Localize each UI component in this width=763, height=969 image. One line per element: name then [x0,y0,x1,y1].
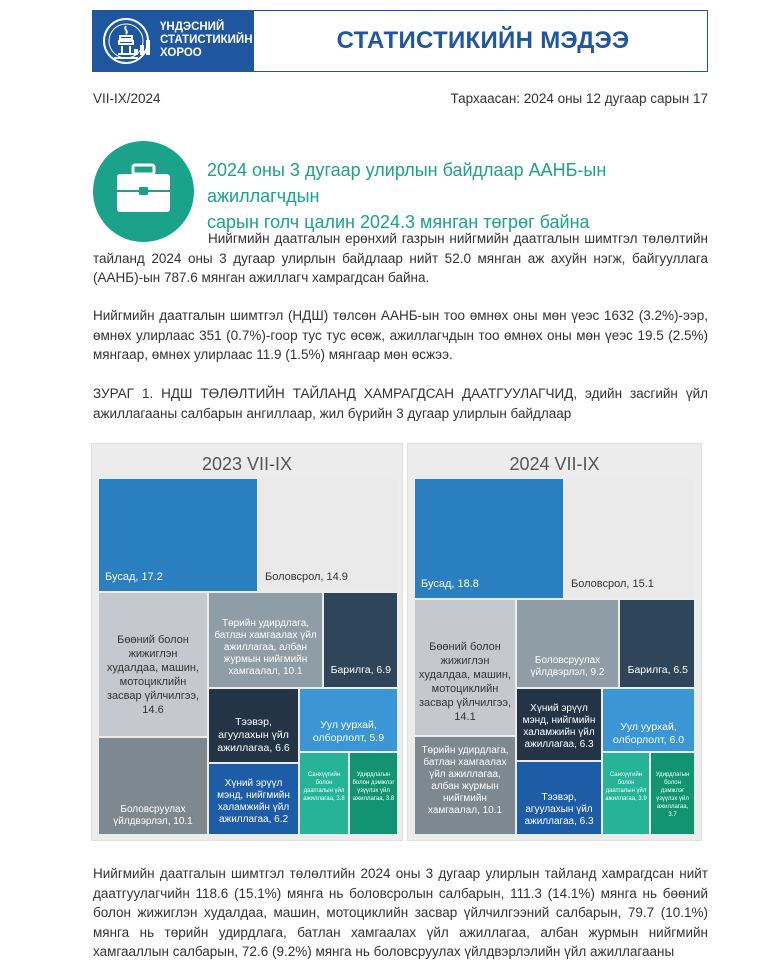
treemap-cell-uul [603,689,694,751]
treemap-cell-bolovsruulah [99,738,207,834]
cell-label: Бөөний болон жижиглэн худалдаа, машин, мотоциклийн засвар үйлчилгээ, 14.1 [418,641,512,723]
paragraph-1: Нийгмийн даатгалын ерөнхий газрын нийгмийн даатгалын шимтгэл төлөлтийн тайланд 2024 оны 3 дугаар улирлын байдлаар нийт 52.0 мянган аж ахуйн нэгж, байгууллага (ААНБ)-ын 787.6 мянган ажиллагч хамрагдсан байна. [93,231,708,285]
cell-label: Удирдлагын болон дэмжлэг үзүүлэх үйл ажиллагаа, 3.7 [655,772,690,818]
publication-title: СТАТИСТИКИЙН МЭДЭЭ [336,27,630,54]
treemap-cell-busad [415,479,563,598]
cell-label: Уул уурхай, олборлолт, 6.0 [612,721,685,746]
treemap-cell-bolovsruulah [517,600,618,687]
briefcase-icon [93,141,194,242]
treemap-cell-teever [209,689,298,762]
figure-caption: ЗУРАГ 1. НДШ ТӨЛӨЛТИЙН ТАЙЛАНД ХАМРАГДСАН ДААТГУУЛАГЧИД, эдийн засгийн үйл ажиллагааны салбарын ангиллаар, жил бүрийн 3 дугаар улирлын байдлаар [93,386,708,421]
cell-label: Боловсрол, 15.1 [571,578,654,590]
nso-emblem-icon [100,16,156,66]
cell-label: Хүний эрүүл мэнд, нийгмийн халамжийн үйл ажиллагаа, 6.2 [217,778,290,825]
cell-label: Боловсрол, 14.9 [265,571,348,583]
treemap-cell-bolovsrol [259,479,397,591]
cell-label: Боловсруулах үйлдвэрлэл, 9.2 [530,655,605,678]
cell-label: Барилга, 6.5 [627,664,688,676]
release-date: Тархаасан: 2024 оны 12 дугаар сарын 17 [450,91,708,106]
cell-label: Боловсруулах үйлдвэрлэл, 10.1 [113,804,193,827]
treemap-cell-busad [99,479,257,591]
treemap-cell-udirdlaga [350,753,397,834]
treemap-cell-hunii [517,689,601,760]
treemap-cell-uul [300,689,397,751]
period-label: VII-IX/2024 [93,91,161,106]
cell-label: Бусад, 18.8 [421,578,479,590]
treemap-cell-barilga [620,600,694,687]
paragraph-3: Нийгмийн даатгалын шимтгэл төлөлтийн 2024 оны 3 дугаар улирлын тайланд хамрагдсан нийт даатгуулагчийн 118.6 (15.1%) мянга нь боловсролын салбарын, 111.3 (14.1%) мянга нь бөөний болон жижиглэн худалдаа, машин, мотоциклийн засвар үйлчилгээний салбарын, 79.7 (10.1%) мянга нь төрийн удирдлага, батлан хамгаалах үйл ажиллагаа, албан журмын нийгмийн хамгааллын салбарын, 72.6 (9.2%) мянга нь боловсруулах үйлдвэрлэлийн үйл ажиллагааны [93,866,708,959]
treemap-2024-panel [407,443,702,841]
treemap-cell-turiin [415,737,515,834]
cell-label: Барилга, 6.9 [330,664,391,676]
org-name-line3: ХОРОО [160,47,202,59]
cell-label: Санхүүгийн болон даатгалын үйл ажиллагаа, 3.9 [605,772,647,802]
treemap-cell-sanhuu [603,753,649,834]
paragraph-2: Нийгмийн даатгалын шимтгэл (НДШ) төлсөн ААНБ-ын тоо өмнөх оны мөн үеэс 1632 (3.2%)-ээр, өмнөх улирлаас 351 (0.7%)-гоор тус тус өсөж, ажиллагчдын тоо өмнөх оны мөн үеэс 19.5 (2.5%) мянгаар, өмнөх улирлаас 11.9 (1.5%) мянгаар мөн өсжээ. [93,308,708,362]
treemap-cell-hunii [209,764,298,834]
treemap-cell-buuni [415,600,515,735]
treemap-2024-title: 2024 VII-IX [509,454,600,474]
org-name [160,21,252,60]
treemap-2023-panel [91,443,403,841]
cell-label: Тээвэр, агуулахын үйл ажиллагаа, 6.6 [217,716,290,754]
cell-label: Төрийн удирдлага, батлан хамгаалах үйл ажиллагаа, албан журмын нийгмийн хамгаалал, 10.1 [214,618,317,677]
cell-label: Хүний эрүүл мэнд, нийгмийн халамжийн үйл ажиллагаа, 6.3 [522,703,596,750]
treemap-cell-sanhuu [300,753,348,834]
cell-label: Төрийн удирдлага, батлан хамгаалах үйл ажиллагаа, албан журмын нийгмийн хамгаалал, 10.1 [421,745,509,816]
header-logo-block [92,10,254,72]
cell-label: Уул уурхай, олборлолт, 5.9 [312,719,385,744]
treemap-cell-teever [517,762,601,834]
cell-label: Бөөний болон жижиглэн худалдаа, машин, мотоциклийн засвар үйлчилгээ, 14.6 [106,634,200,716]
cell-label: Бусад, 17.2 [105,571,163,583]
headline [207,157,717,235]
org-name-line1: ҮНДЭСНИЙ [160,21,225,33]
treemap-2023-title: 2023 VII-IX [201,454,293,474]
cell-label: Удирдлагын болон дэмжлэг үзүүлэх үйл ажиллагаа, 3.8 [352,772,395,802]
cell-label: Тээвэр, агуулахын үйл ажиллагаа, 6.3 [524,792,594,827]
org-name-line2: СТАТИСТИКИЙН [160,34,253,46]
cell-label: Санхүүгийн болон даатгалын үйл ажиллагаа, 3.8 [303,772,345,802]
headline-line2: сарын голч цалин 2024.3 мянган төгрөг байна [207,212,590,232]
headline-line1: 2024 оны 3 дугаар улирлын байдлаар ААНБ-ын ажиллагчдын [207,160,607,206]
treemap-cell-buuni [99,593,207,736]
treemap-cell-bolovsrol [565,479,694,598]
treemap-cell-turiin [209,593,322,687]
treemap-cell-udirdlaga [651,753,694,834]
treemap-cell-barilga [324,593,397,687]
